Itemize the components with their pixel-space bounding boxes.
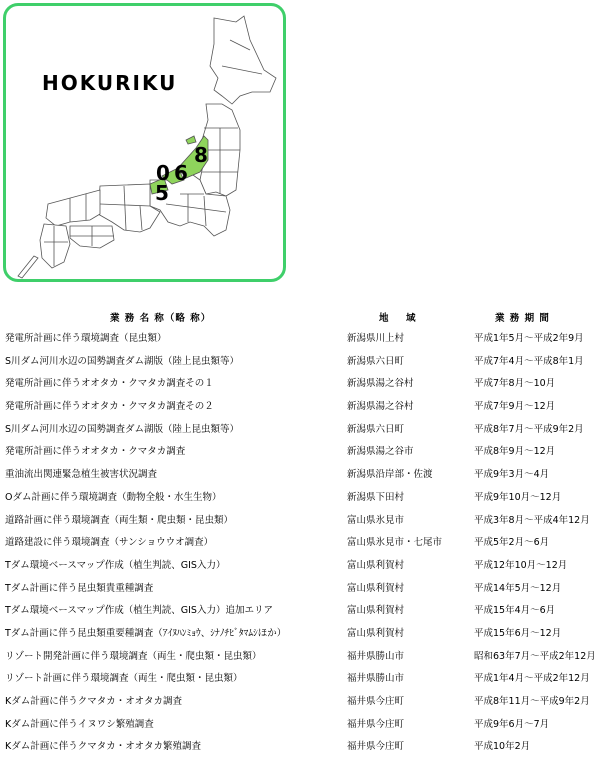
- row-period: 平成8年7月～平成9年2月: [474, 423, 584, 435]
- row-place: 福井県今庄町: [347, 696, 405, 707]
- row-place: 富山県氷見市・七尾市: [347, 537, 443, 549]
- row-place: 新潟県六日町: [347, 423, 405, 435]
- row-place: 富山県利賀村: [347, 627, 405, 639]
- project-table: [0, 333, 600, 764]
- map-number-6: 6: [174, 161, 188, 185]
- row-place: 新潟県沿岸部・佐渡: [347, 469, 433, 481]
- row-place: 新潟県川上村: [347, 333, 405, 344]
- map-number-0: 0: [156, 161, 170, 185]
- map-number-8: 8: [194, 143, 208, 167]
- table-row: [0, 741, 600, 764]
- row-place: 新潟県下田村: [347, 491, 405, 503]
- table-row: [0, 469, 600, 492]
- header-period: 業 務 期 間: [495, 313, 550, 324]
- row-period: 平成9年6月～7月: [474, 718, 550, 730]
- row-place: 新潟県湯之谷村: [347, 401, 414, 413]
- row-period: 平成9年10月～12月: [474, 491, 562, 503]
- row-period: 平成8年9月～12月: [474, 446, 556, 458]
- row-period: 平成3年8月～平成4年12月: [474, 514, 590, 526]
- table-row: [0, 378, 600, 401]
- prefecture-outlines: [18, 16, 276, 278]
- row-name: リゾート計画に伴う環境調査（両生・爬虫類・昆虫類）: [5, 673, 243, 685]
- row-name: Kダム計画に伴うクマタカ・オオタカ調査: [5, 696, 182, 707]
- row-name: 発電所計画に伴うオオタカ・クマタカ調査その１: [5, 378, 214, 390]
- table-row: [0, 492, 600, 515]
- row-period: 平成14年5月～12月: [474, 582, 562, 594]
- row-name: Oダム計画に伴う環境調査（動物全般・水生生物）: [5, 491, 222, 503]
- row-place: 福井県今庄町: [347, 741, 405, 753]
- table-row: [0, 583, 600, 606]
- table-row: [0, 333, 600, 356]
- row-name: 発電所計画に伴うオオタカ・クマタカ調査その２: [5, 401, 214, 413]
- row-place: 新潟県六日町: [347, 355, 405, 367]
- table-row: [0, 605, 600, 628]
- table-header: [0, 310, 600, 322]
- row-period: 平成7年9月～12月: [474, 401, 556, 413]
- row-period: 平成15年6月～12月: [474, 627, 562, 639]
- row-name: 発電所計画に伴う環境調査（昆虫類）: [5, 333, 167, 344]
- table-row: [0, 446, 600, 469]
- table-row: [0, 628, 600, 651]
- header-name: 業 務 名 称（略 称）: [110, 313, 212, 324]
- header-place: 地 域: [379, 313, 420, 324]
- row-period: 平成12年10月～12月: [474, 559, 568, 571]
- table-row: [0, 651, 600, 674]
- row-period: 昭和63年7月～平成2年12月: [474, 650, 596, 662]
- row-period: 平成9年3月～4月: [474, 469, 550, 481]
- table-row: [0, 401, 600, 424]
- table-row: [0, 537, 600, 560]
- row-place: 福井県今庄町: [347, 718, 405, 730]
- row-name: Tダム計画に伴う昆虫類貴重種調査: [5, 582, 154, 594]
- row-period: 平成10年2月: [474, 741, 531, 753]
- table-row: [0, 424, 600, 447]
- row-period: 平成7年4月～平成8年1月: [474, 355, 584, 367]
- row-place: 福井県勝山市: [347, 650, 405, 662]
- japan-map: [0, 0, 600, 300]
- row-place: 富山県氷見市: [347, 514, 405, 526]
- row-period: 平成1年5月～平成2年9月: [474, 333, 584, 344]
- row-name: リゾート開発計画に伴う環境調査（両生・爬虫類・昆虫類）: [5, 650, 262, 662]
- table-row: [0, 673, 600, 696]
- table-row: [0, 696, 600, 719]
- row-name: Tダム計画に伴う昆虫類重要種調査（ｱｲﾇﾊﾝﾐｮｳ、ｼﾅﾉﾁﾋﾞﾀﾏﾑｼほか）: [5, 627, 287, 639]
- row-name: 道路計画に伴う環境調査（両生類・爬虫類・昆虫類）: [5, 514, 234, 526]
- row-name: 重油流出関連緊急植生被害状況調査: [5, 469, 158, 481]
- row-period: 平成15年4月～6月: [474, 605, 556, 617]
- row-place: 新潟県湯之谷村: [347, 378, 414, 390]
- row-name: Kダム計画に伴うイヌワシ繁殖調査: [5, 718, 154, 730]
- table-row: [0, 560, 600, 583]
- row-name: S川ダム河川水辺の国勢調査ダム湖版（陸上昆虫類等）: [5, 355, 240, 367]
- row-place: 新潟県湯之谷市: [347, 446, 414, 458]
- row-name: S川ダム河川水辺の国勢調査ダム湖版（陸上昆虫類等）: [5, 423, 240, 435]
- table-row: [0, 356, 600, 379]
- row-name: Tダム環境ベースマップ作成（植生判読、GIS入力）: [5, 559, 226, 571]
- map-title: HOKURIKU: [42, 71, 178, 95]
- row-place: 富山県利賀村: [347, 582, 405, 594]
- row-period: 平成7年8月～10月: [474, 378, 556, 390]
- row-place: 福井県勝山市: [347, 673, 405, 685]
- map-number-5: 5: [155, 181, 169, 205]
- row-name: 道路建設に伴う環境調査（サンショウウオ調査）: [5, 537, 214, 549]
- row-name: 発電所計画に伴うオオタカ・クマタカ調査: [5, 446, 186, 458]
- row-period: 平成5年2月～6月: [474, 537, 550, 549]
- row-name: Tダム環境ベースマップ作成（植生判読、GIS入力）追加エリア: [5, 605, 273, 617]
- row-period: 平成1年4月～平成2年12月: [474, 673, 590, 685]
- table-row: [0, 515, 600, 538]
- row-place: 富山県利賀村: [347, 605, 405, 617]
- row-name: Kダム計画に伴うクマタカ・オオタカ繁殖調査: [5, 741, 201, 753]
- row-place: 富山県利賀村: [347, 559, 405, 571]
- table-row: [0, 719, 600, 742]
- row-period: 平成8年11月～平成9年2月: [474, 696, 590, 707]
